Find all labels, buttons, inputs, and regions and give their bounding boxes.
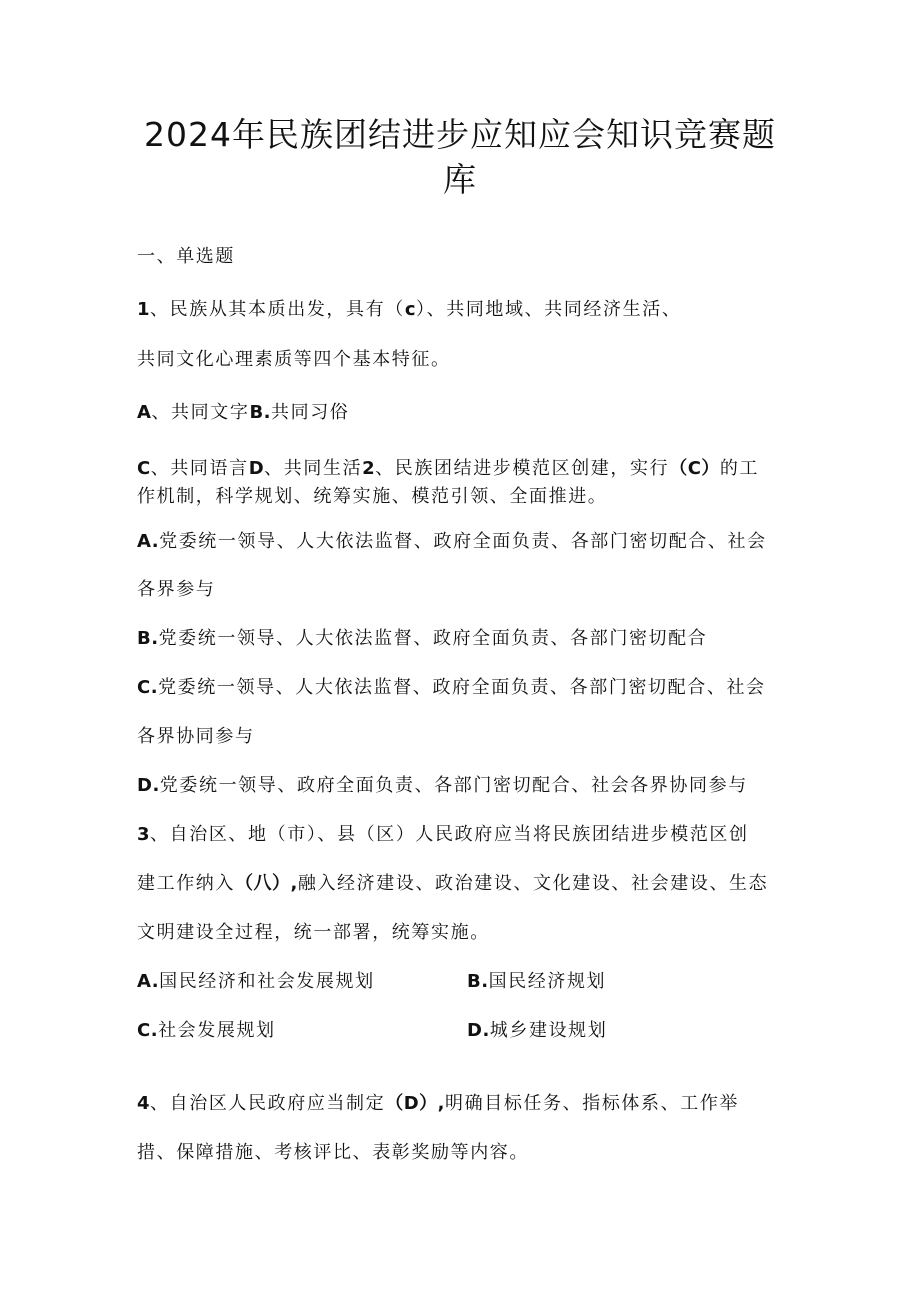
- q2-option-b: [137, 627, 707, 651]
- q2-option-c-line2: 各界协同参与: [137, 726, 255, 747]
- question-4-text-b: 明确目标任务、指标体系、工作举: [445, 1093, 740, 1114]
- question-2-answer: （C）: [669, 458, 720, 479]
- section-heading: 一、单选题: [137, 246, 235, 267]
- question-4-line1: [137, 1092, 739, 1116]
- q2-option-a-label: A.: [137, 531, 160, 552]
- question-2-text-b: 的工: [719, 458, 760, 479]
- q1-option-a-text: 、共同文字: [151, 402, 250, 423]
- document-title-line1: 2024年民族团结进步应知应会知识竞赛题: [144, 115, 776, 154]
- q3-option-b-text: 国民经济规划: [488, 971, 607, 992]
- question-2-line1: [137, 457, 759, 481]
- q3-option-c-label: C.: [137, 1020, 159, 1041]
- q3-option-a: [137, 970, 375, 994]
- question-3-text-c: 融入经济建设、政治建设、文化建设、社会建设、生态: [297, 873, 769, 894]
- q2-option-a-line2: 各界参与: [137, 579, 216, 600]
- question-1-text-b: ）、共同地域、共同经济生活、: [416, 299, 682, 320]
- question-4-answer: （D）,: [385, 1093, 446, 1114]
- question-3-answer: （八）,: [235, 873, 298, 894]
- q2-option-b-label: B.: [137, 628, 159, 649]
- question-3-text-a: 、自治区、地（市）、县（区）人民政府应当将民族团结进步模范区创: [150, 824, 749, 845]
- question-1-line2: 共同文化心理素质等四个基本特征。: [137, 349, 451, 370]
- question-1-options-ab: [137, 401, 349, 425]
- q1-option-b-label: B.: [249, 402, 271, 423]
- question-4-line2: 措、保障措施、考核评比、表彰奖励等内容。: [137, 1142, 529, 1163]
- q2-option-b-text: 党委统一领导、人大依法监督、政府全面负责、各部门密切配合: [158, 628, 708, 649]
- question-3-number: 3: [137, 824, 151, 845]
- q2-option-d-label: D.: [137, 775, 160, 796]
- question-2-text-a: 、民族团结进步模范区创建，实行: [375, 458, 670, 479]
- q3-option-a-text: 国民经济和社会发展规划: [159, 971, 375, 992]
- q3-option-a-label: A.: [137, 971, 160, 992]
- q2-option-d: [137, 774, 748, 798]
- question-3-line2: [137, 872, 768, 896]
- document-title-line2: 库: [443, 160, 477, 199]
- q3-option-b-label: B.: [467, 971, 489, 992]
- q2-option-d-text: 党委统一领导、政府全面负责、各部门密切配合、社会各界协同参与: [159, 775, 748, 796]
- question-1-number: 1: [137, 299, 151, 320]
- q2-option-c-label: C.: [137, 677, 159, 698]
- q3-option-c: [137, 1019, 276, 1043]
- q1-option-d-label: D: [248, 458, 265, 479]
- q3-option-d-text: 城乡建设规划: [489, 1020, 608, 1041]
- question-2-number: 2: [362, 458, 376, 479]
- question-3-text-b: 建工作纳入: [137, 873, 235, 894]
- q3-option-c-text: 社会发展规划: [158, 1020, 276, 1041]
- q3-option-d: [467, 1019, 607, 1043]
- q2-option-c-text: 党委统一领导、人大依法监督、政府全面负责、各部门密切配合、社会: [158, 677, 766, 698]
- q3-option-b: [467, 970, 606, 994]
- q3-option-d-label: D.: [467, 1020, 490, 1041]
- q1-option-a-label: A: [137, 402, 152, 423]
- q2-option-c-line1: [137, 676, 766, 700]
- question-4-number: 4: [137, 1093, 151, 1114]
- question-1-line1: [137, 298, 681, 322]
- q1-option-b-text: 共同习俗: [271, 402, 350, 423]
- q1-option-c-label: C: [137, 458, 151, 479]
- question-2-line2: 作机制，科学规划、统筹实施、模范引领、全面推进。: [137, 486, 608, 507]
- question-3-line3: 文明建设全过程，统一部署，统筹实施。: [137, 922, 490, 943]
- q2-option-a-line1: [137, 530, 767, 554]
- q1-option-d-text: 、共同生活: [264, 458, 363, 479]
- q2-option-a-text: 党委统一领导、人大依法监督、政府全面负责、各部门密切配合、社会: [159, 531, 767, 552]
- question-1-text-a: 、民族从其本质出发，具有（: [150, 299, 405, 320]
- q1-option-c-text: 、共同语言: [150, 458, 249, 479]
- question-4-text-a: 、自治区人民政府应当制定: [150, 1093, 386, 1114]
- question-1-answer: c: [404, 299, 417, 320]
- question-3-line1: [137, 823, 749, 847]
